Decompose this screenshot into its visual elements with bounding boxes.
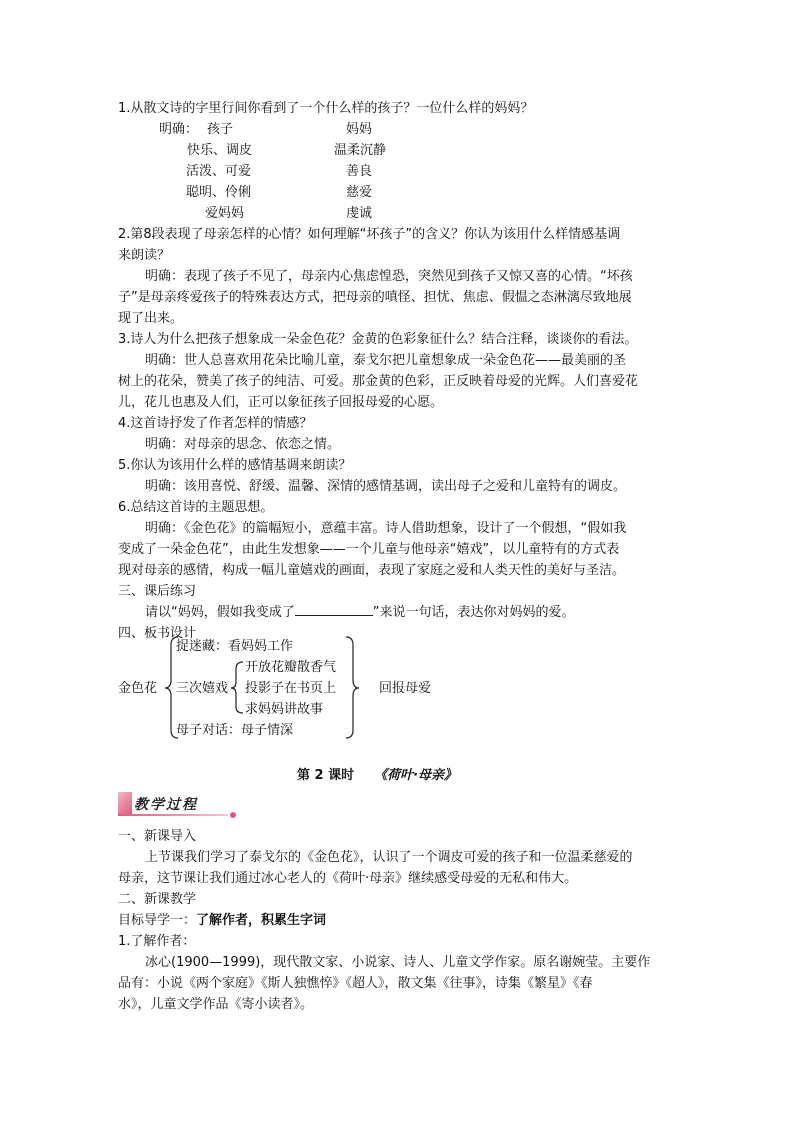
answer-3-line: 儿，花儿也惠及人们，正可以象征孩子回报母爱的心愿。 xyxy=(118,395,444,410)
goal-label: 目标导学一： xyxy=(118,913,197,928)
question-2-line: 来朗读？ xyxy=(118,248,171,263)
question-3: 3.诗人为什么把孩子想象成一朵金色花？金黄的色彩象征什么？结合注释，谈谈你的看法。 xyxy=(118,332,638,347)
left-brace-inner xyxy=(231,662,243,713)
section-heading: 二、新课教学 xyxy=(118,892,197,907)
banner-dot xyxy=(230,812,236,818)
question-6: 6.总结这首诗的主题思想。 xyxy=(118,500,274,515)
mother-trait: 虔诚 xyxy=(346,206,373,221)
answer-3-line: 树上的花朵，赞美了孩子的纯洁、可爱。那金黄的色彩，正反映着母爱的光辉。人们喜爱花 xyxy=(118,374,639,389)
lesson-number: 第 2 课时 xyxy=(297,768,355,783)
question-2-line: 2.第8段表现了母亲怎样的心情？如何理解“坏孩子”的含义？你认为该用什么样情感基调 xyxy=(118,227,621,242)
child-trait: 活泼、可爱 xyxy=(186,164,252,179)
author-line: 品有：小说《两个家庭》《斯人独憔悴》《超人》，散文集《往事》，诗集《繁星》《春 xyxy=(118,976,593,991)
lesson-title xyxy=(297,764,457,783)
section-heading: 四、板书设计 xyxy=(118,626,197,641)
intro-line: 母亲，这节课让我们通过冰心老人的《荷叶·母亲》继续感受母爱的无私和伟大。 xyxy=(118,871,578,886)
child-heading: 孩子 xyxy=(207,122,234,137)
question-4: 4.这首诗抒发了作者怎样的情感？ xyxy=(118,416,313,431)
author-line: 冰心(1900—1999)，现代散文家、小说家、诗人、儿童文学作家。原名谢婉莹。主要作 xyxy=(145,955,651,970)
banner-accent xyxy=(118,792,132,814)
board-result: 回报母爱 xyxy=(379,681,432,696)
answer-4: 明确：对母亲的思念、依恋之情。 xyxy=(145,437,341,452)
answer-2-line: 现了出来。 xyxy=(118,311,184,326)
section-heading: 三、课后练习 xyxy=(118,584,197,599)
child-trait: 爱妈妈 xyxy=(205,206,245,221)
item-heading: 1.了解作者： xyxy=(118,934,196,949)
board-play: 三次嬉戏 xyxy=(176,681,229,696)
child-trait: 聪明、伶俐 xyxy=(186,185,252,200)
exercise-prompt xyxy=(145,602,705,623)
question-5: 5.你认为该用什么样的感情基调来朗读？ xyxy=(118,458,352,473)
section-banner xyxy=(118,792,238,818)
answer-6-line: 明确：《金色花》的篇幅短小，意蕴丰富。诗人借助想象，设计了一个假想，“假如我 xyxy=(145,521,627,536)
answer-3-line: 明确：世人总喜欢用花朵比喻儿童，泰戈尔把儿童想象成一朵金色花——最美丽的圣 xyxy=(145,353,627,368)
mother-heading: 妈妈 xyxy=(346,122,373,137)
fill-blank xyxy=(295,602,373,616)
board-talk: 母子对话：母子情深 xyxy=(176,723,294,738)
child-trait: 快乐、调皮 xyxy=(187,143,253,158)
answer-2-line: 子”是母亲疼爱孩子的特殊表达方式，把母亲的嗔怪、担忧、焦虑、假愠之态淋漓尽致地展 xyxy=(118,290,632,305)
question-1: 1.从散文诗的字里行间你看到了一个什么样的孩子？一位什么样的妈妈？ xyxy=(118,101,534,116)
exercise-prompt-end: ”来说一句话，表达你对妈妈的爱。 xyxy=(372,605,575,620)
answer-6-line: 现对母亲的感情，构成一幅儿童嬉戏的画面，表现了家庭之爱和人类天性的美好与圣洁。 xyxy=(118,563,626,578)
board-play-item: 投影子在书页上 xyxy=(245,681,337,696)
goal-text: 了解作者，积累生字词 xyxy=(196,913,327,928)
answer-2-line: 明确：表现了孩子不见了，母亲内心焦虑惶恐，突然见到孩子又惊又喜的心情。“坏孩 xyxy=(145,269,633,284)
goal-line xyxy=(118,910,678,931)
mother-trait: 善良 xyxy=(346,164,373,179)
lesson-subtitle: 《荷叶·母亲》 xyxy=(374,768,458,783)
mother-trait: 温柔沉静 xyxy=(334,143,387,158)
board-root: 金色花 xyxy=(118,681,158,696)
mother-trait: 慈爱 xyxy=(346,185,373,200)
board-play-item: 求妈妈讲故事 xyxy=(245,702,324,717)
intro-line: 上节课我们学习了泰戈尔的《金色花》，认识了一个调皮可爱的孩子和一位温柔慈爱的 xyxy=(145,850,633,865)
board-play-item: 开放花瓣散香气 xyxy=(245,660,337,675)
right-brace xyxy=(346,637,359,738)
answer-label: 明确： xyxy=(159,122,199,137)
section-heading: 一、新课导入 xyxy=(118,829,197,844)
board-hide-seek: 捉迷藏：看妈妈工作 xyxy=(176,639,294,654)
answer-5: 明确：该用喜悦、舒缓、温馨、深情的感情基调，读出母子之爱和儿童特有的调皮。 xyxy=(145,479,627,494)
exercise-prompt-start: 请以“妈妈，假如我变成了 xyxy=(145,605,295,620)
banner-underline xyxy=(118,814,228,816)
banner-title: 教学过程 xyxy=(134,797,198,813)
answer-6-line: 变成了一朵金色花”，由此生发想象——一个儿童与他母亲“嬉戏”，以儿童特有的方式表 xyxy=(118,542,620,557)
author-line: 水》，儿童文学作品《寄小读者》。 xyxy=(118,997,314,1012)
